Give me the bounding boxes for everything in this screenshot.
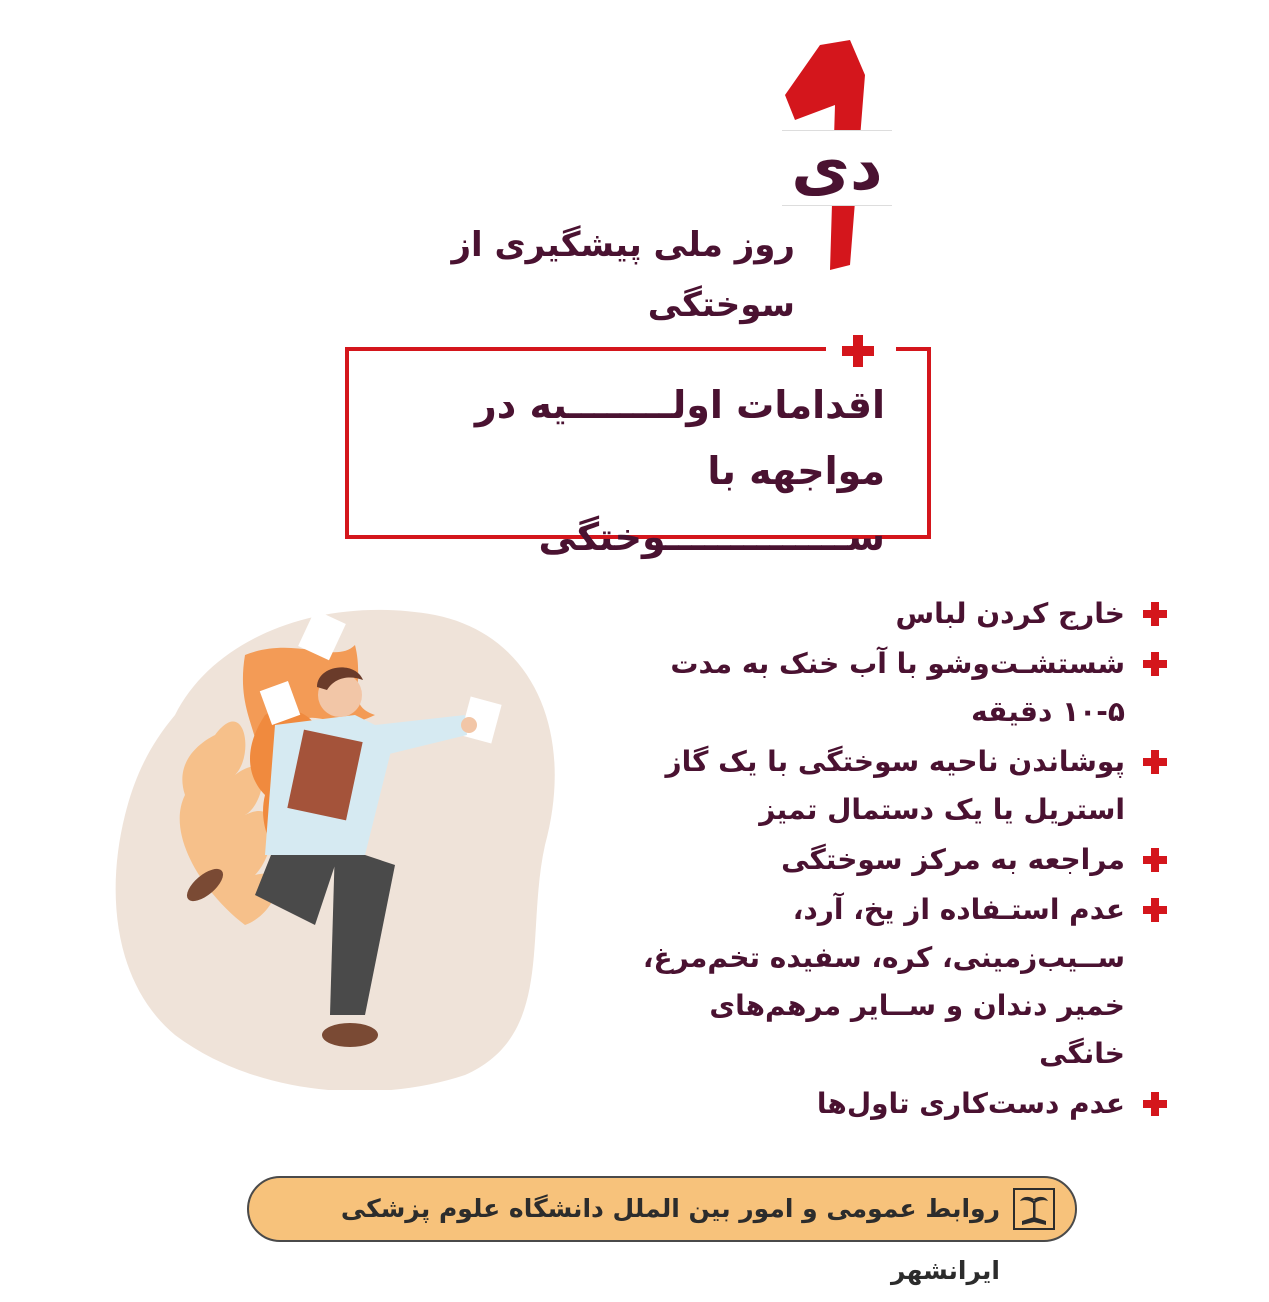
red-cross-icon — [842, 335, 874, 367]
footer-text: روابط عمومی و امور بین الملل دانشگاه علوم پزشکی ایرانشهر — [340, 1194, 1000, 1285]
list-item — [640, 738, 1175, 834]
tip-text: خارج کردن لباس — [895, 597, 1125, 630]
month-label: دی — [782, 130, 892, 206]
university-palm-logo-icon — [1010, 1185, 1058, 1233]
list-item — [640, 590, 1175, 638]
red-cross-icon — [1143, 898, 1167, 922]
tip-text: عدم استـفاده از یخ، آرد، ســیب‌زمینی، کره، سفیده تخم‌مرغ، خمیر دندان و ســایر مرهم‌های خانگی — [642, 893, 1125, 1070]
first-aid-tips-list — [640, 590, 1175, 1120]
red-cross-icon — [1143, 652, 1167, 676]
red-cross-icon — [1143, 750, 1167, 774]
list-item — [640, 836, 1175, 884]
red-cross-icon — [1143, 1092, 1167, 1116]
list-item — [640, 640, 1175, 736]
burning-man-illustration — [105, 595, 575, 1090]
red-cross-icon — [1143, 848, 1167, 872]
page-title — [380, 372, 885, 559]
header-subtitle: روز ملی پیشگیری از سوختگی — [451, 225, 795, 325]
list-item — [640, 1080, 1175, 1128]
tip-text: مراجعه به مرکز سوختگی — [781, 843, 1125, 876]
page-title-line2: ســــــــــــــوختگی — [538, 515, 885, 559]
tip-text: عدم دست‌کاری تاول‌ها — [816, 1087, 1125, 1120]
list-item — [640, 886, 1175, 1078]
red-cross-icon — [1143, 602, 1167, 626]
tip-text: پوشاندن ناحیه سوختگی با یک گاز استریل یا یک دستمال تمیز — [665, 745, 1125, 826]
tip-text: شستشـت‌وشو با آب خنک به مدت ۵-۱۰ دقیقه — [670, 647, 1125, 728]
page-title-line1: اقدامات اولــــــــیه در مواجهه با — [474, 383, 885, 493]
